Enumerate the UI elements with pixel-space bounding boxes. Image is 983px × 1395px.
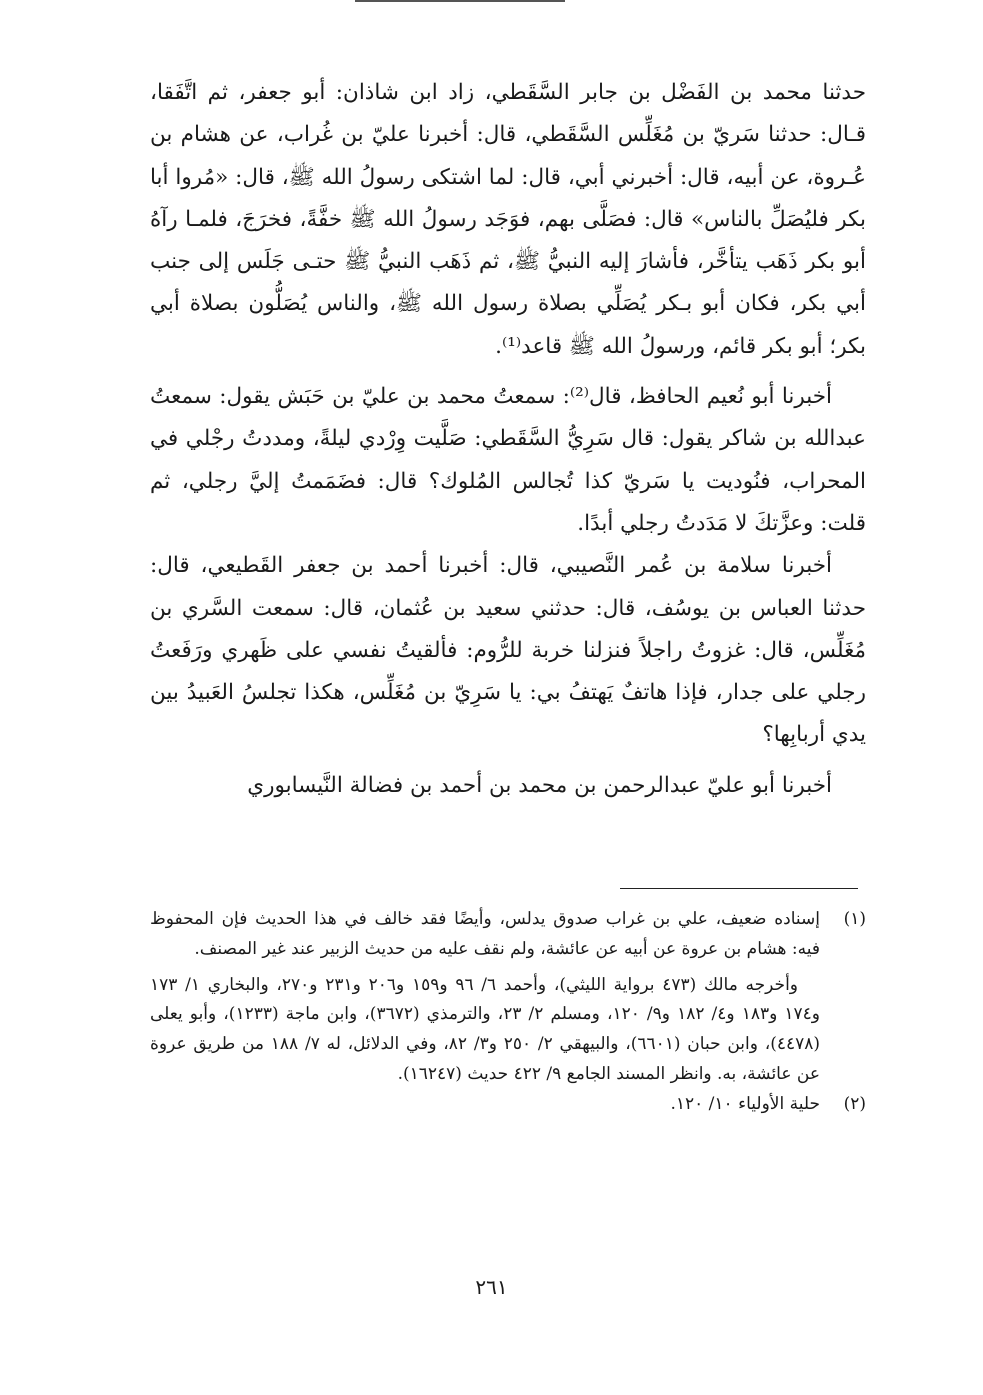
footnote-number: (٢) bbox=[843, 1093, 866, 1114]
footnote-number: (١) bbox=[843, 909, 866, 929]
paragraph-abu-ali: أخبرنا أبو عليّ عبدالرحمن بن محمد بن أحمد بن فضالة النَّيسابوري bbox=[247, 772, 832, 798]
footnote-1 bbox=[150, 905, 866, 1090]
paragraph-hadith-1: حدثنا محمد بن الفَضْل بن جابر السَّقَطي، زاد ابن شاذان: أبو جعفر، ثم اتَّفَقا، قـال: حدثنا سَريّ بن مُغَلِّس السَّقَطي، قال: أخبرنا عليّ بن غُراب، عن هشام بن عُـروة، عن أبيه، قال: أخبرني أبي، قال: لما اشتكى رسولُ الله ﷺ، قال: «مُروا أبا بكر فليُصَلِّ بالناس» قال: فصَلَّى بهم، فوَجَد رسولُ الله ﷺ خفَّةً، فخرَجَ، فلمـا رآهُ أبو بكر ذَهَب يتأخَّر، فأشارَ إليه النبيُّ ﷺ، ثم ذَهَب النبيُّ ﷺ حتـى جَلَس إلى جنب أبي بكر، فكان أبو بـكر يُصَلِّي بصلاة رسول الله ﷺ، والناس يُصَلُّون بصلاة أبي بكر؛ أبو بكر قائم، ورسولُ الله ﷺ قاعد⁽¹⁾. bbox=[150, 80, 866, 359]
footnote-separator bbox=[620, 888, 858, 889]
footnotes bbox=[150, 905, 866, 1120]
footnote-text: حلية الأولياء ١٠/ ١٢٠. bbox=[670, 1093, 820, 1114]
paragraph-abu-nuaym: أخبرنا أبو نُعيم الحافظ، قال⁽²⁾: سمعتُ محمد بن عليّ بن حَبَش يقول: سمعتُ عبدالله بن شاكر يقول: قال سَرِيُّ السَّقَطي: صَلَّيت وِرْدي ليلةً، ومددتُ رجْلي في المحراب، فنُوديت يا سَريّ كذا تُجالس المُلوك؟ قال: فضَمَمتُ إليَّ رجلي، ثم قلت: وعزَّتكَ لا مَدَدتُ رجلي أبدًا. bbox=[150, 384, 866, 536]
paragraph-salama: أخبرنا سلامة بن عُمر النَّصيبي، قال: أخبرنا أحمد بن جعفر القَطيعي، قال: حدثنا العباس بن يوسُف، قال: حدثني سعيد بن عُثمان، قال: سمعت السَّري بن مُغَلِّس، قال: غزوتُ راجلاً فنزلنا خربة للرُّوم: فألقيتُ نفسي على ظَهري ورَفَعتُ رجلي على جدار، فإذا هاتفٌ يَهتفُ بي: يا سَرِيّ بن مُغَلِّس، هكذا تجلسُ العَبيدُ بين يدي أربابِها؟ bbox=[150, 553, 866, 748]
page-number: ٢٦١ bbox=[475, 1275, 508, 1299]
footnote-text: إسناده ضعيف، علي بن غراب صدوق يدلس، وأيضًا فقد خالف في هذا الحديث فإن المحفوظ فيه: هشام بن عروة عن أبيه عن عائشة، ولم نقف عليه من حديث الزبير عند غير المصنف. bbox=[150, 909, 820, 959]
footnote-2 bbox=[150, 1090, 866, 1120]
header-rule bbox=[355, 0, 565, 4]
main-text bbox=[150, 72, 866, 807]
footnote-text: وأخرجه مالك (٤٧٣ برواية الليثي)، وأحمد ٦/ ٩٦ و١٥٩ و٢٠٦ و٢٣١ و٢٧٠، والبخاري ١/ ١٧٣ و١٧٤ و١٨٣ و٤/ ١٨٢ و٩/ ١٢٠، ومسلم ٢/ ٢٣، والترمذي (٣٦٧٢)، وابن ماجة (١٢٣٣)، وأبو يعلى (٤٤٧٨)، وابن حبان (٦٦٠١)، والبيهقي ٢/ ٢٥٠ و٣/ ٨٢، وفي الدلائل، له ٧/ ١٨٨ من طريق عروة عن عائشة، به. وانظر المسند الجامع ٩/ ٤٢٢ حديث (١٦٢٤٧). bbox=[150, 974, 821, 1084]
